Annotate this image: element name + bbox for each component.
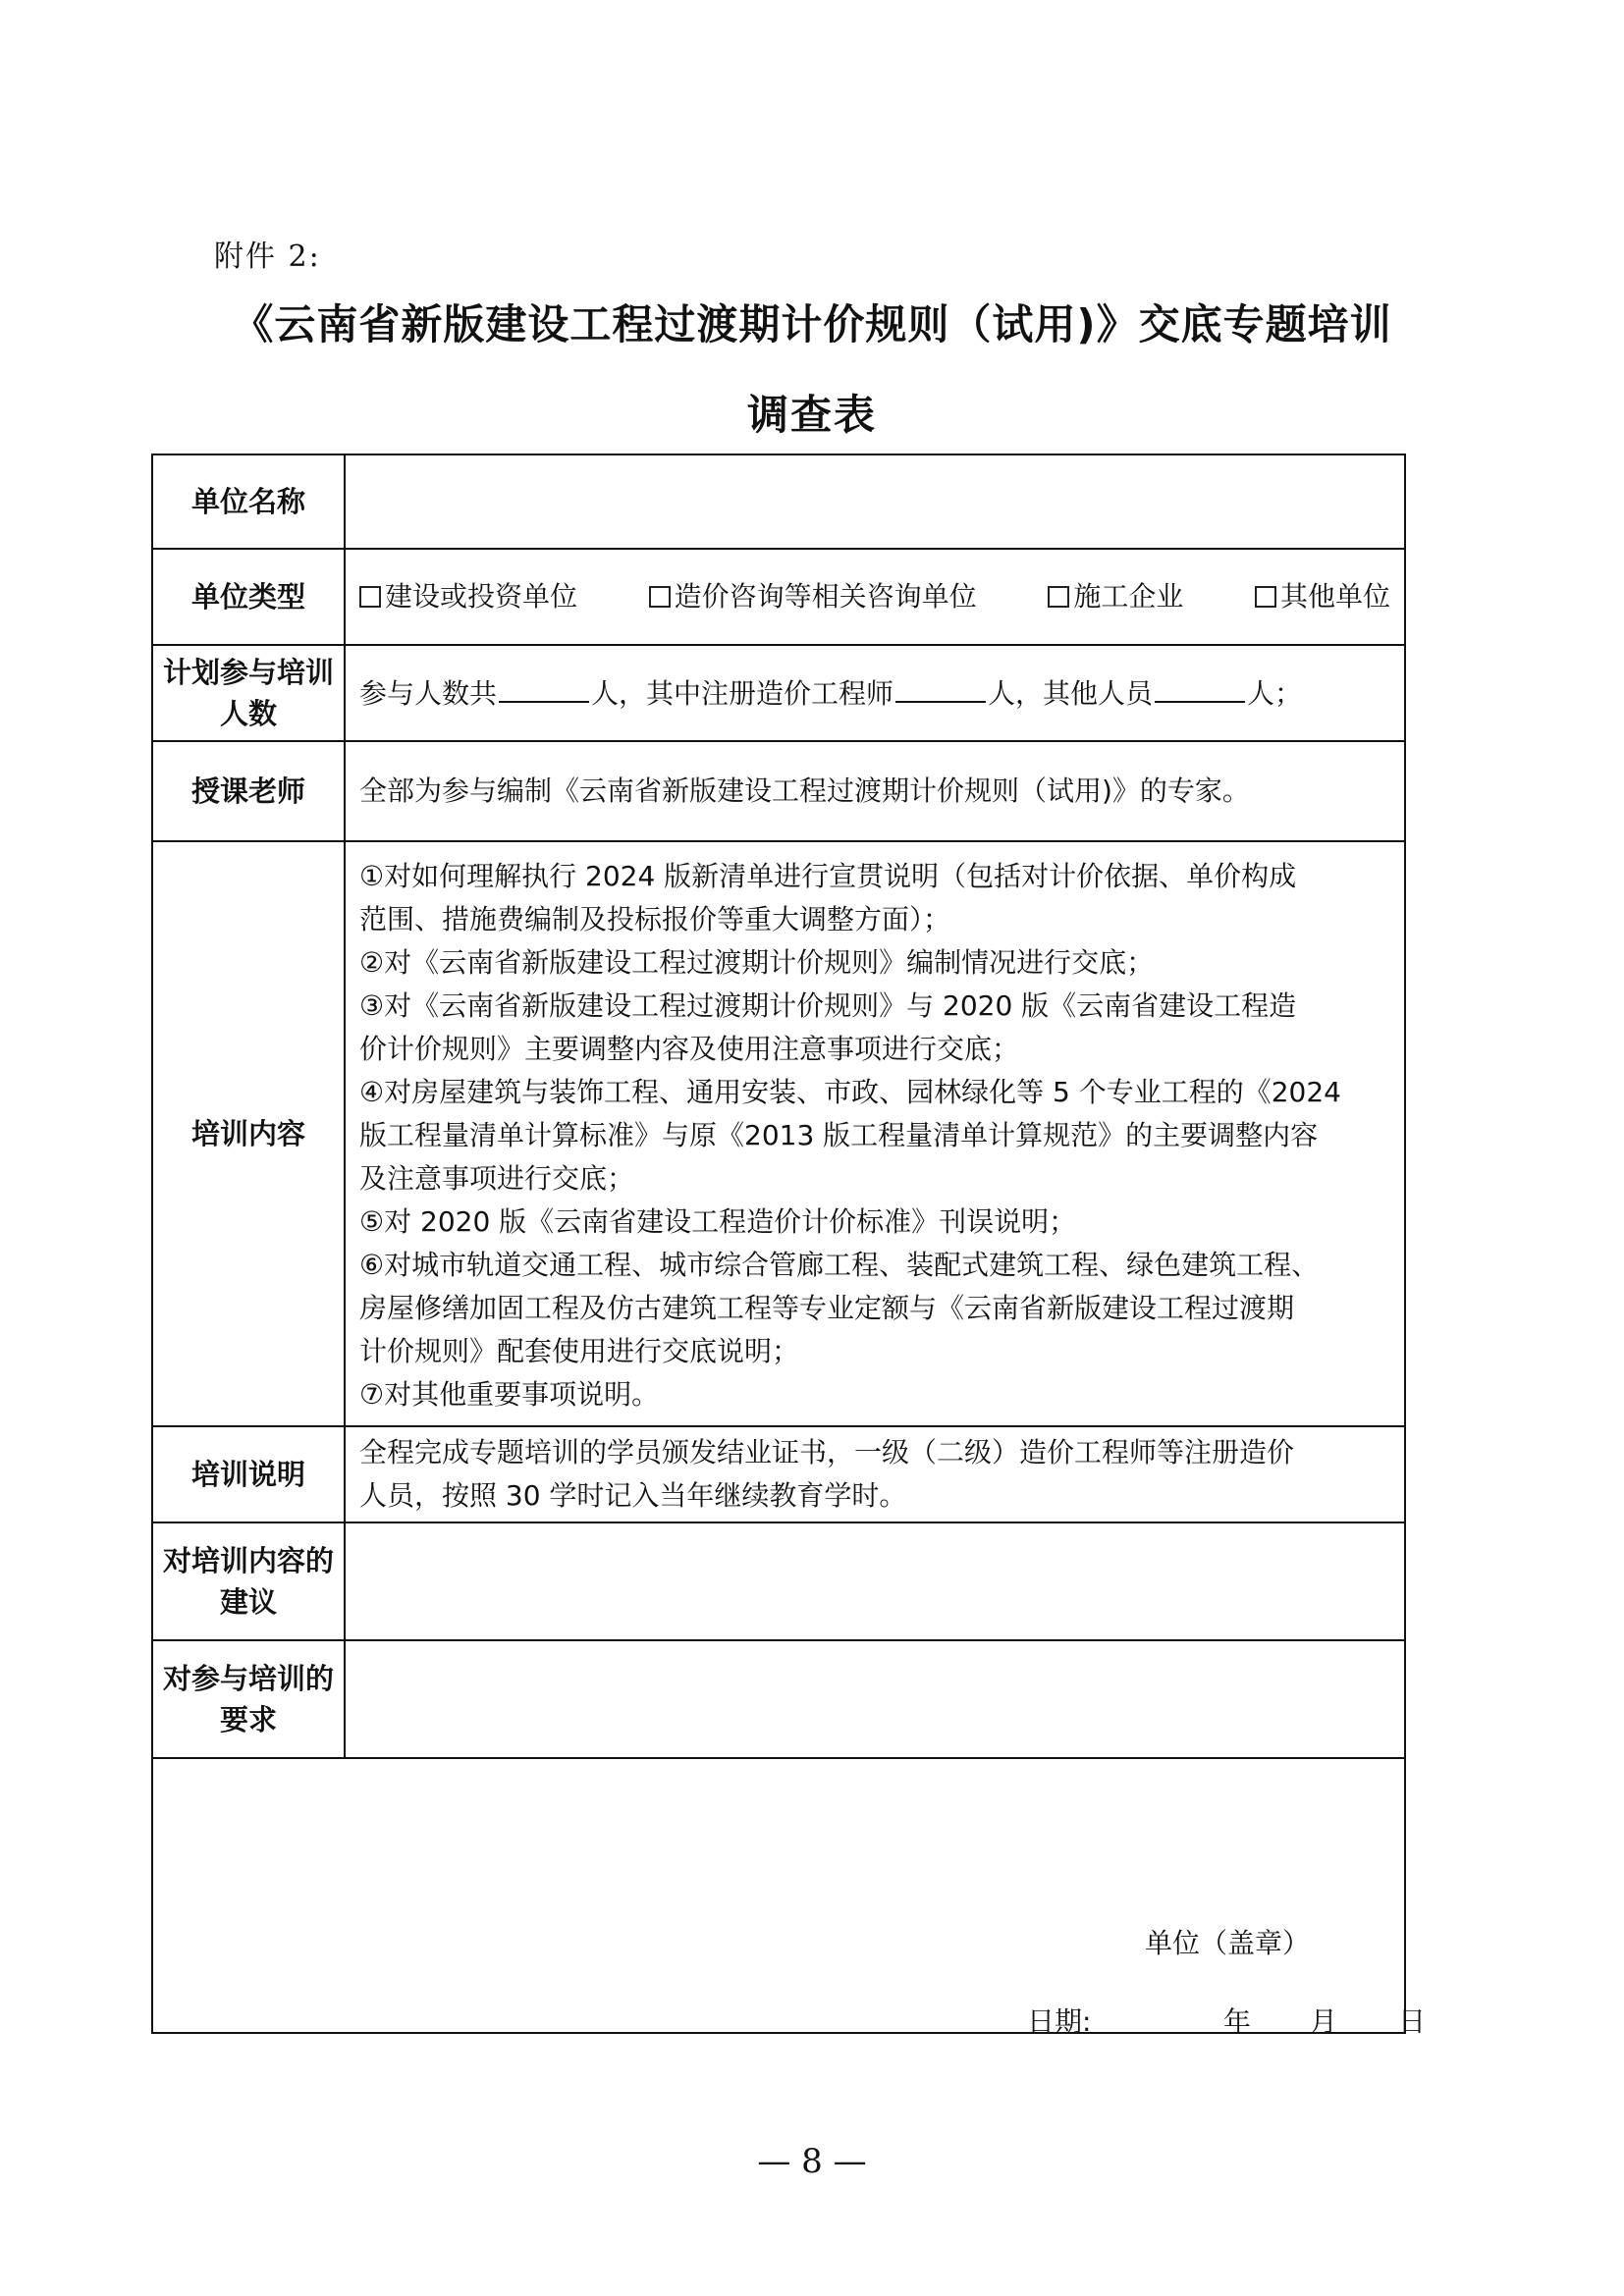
teacher-value: 全部为参与编制《云南省新版建设工程过渡期计价规则（试用)》的专家。	[345, 741, 1405, 841]
attachment-label: 附件 2:	[214, 240, 321, 274]
teacher-row	[152, 741, 1405, 841]
content-label: 培训内容	[152, 841, 345, 1426]
total-count-blank[interactable]	[499, 671, 589, 703]
document-subtitle: 调查表	[746, 391, 877, 439]
survey-form-table	[151, 454, 1427, 2038]
date-month-label: 月	[1310, 2005, 1338, 2038]
unit-name-row	[152, 454, 1405, 549]
content-line: ⑦对其他重要事项说明。	[359, 1378, 660, 1411]
unit-name-field[interactable]	[345, 454, 1405, 549]
date-label: 日期:	[1027, 2005, 1092, 2038]
plan-text-total: 参与人数共	[359, 676, 498, 710]
suggestion-row	[152, 1522, 1405, 1640]
unit-name-label: 单位名称	[152, 454, 345, 549]
training-note-row	[152, 1426, 1405, 1522]
unit-type-option-label: 建设或投资单位	[385, 580, 578, 613]
date-line	[1027, 2001, 1427, 2040]
unit-type-options	[345, 549, 1405, 645]
unit-type-option-contractor[interactable]	[1048, 575, 1183, 618]
requirement-field[interactable]	[345, 1640, 1405, 1758]
unit-type-option-label: 施工企业	[1073, 580, 1184, 613]
checkbox-icon[interactable]	[649, 586, 671, 608]
content-row	[152, 841, 1405, 1426]
content-line: 计价规则》配套使用进行交底说明；	[359, 1335, 800, 1367]
training-note-value	[345, 1426, 1405, 1522]
checkbox-icon[interactable]	[1255, 586, 1276, 608]
checkbox-icon[interactable]	[359, 586, 381, 608]
requirement-row	[152, 1640, 1405, 1758]
content-line: 价计价规则》主要调整内容及使用注意事项进行交底；	[359, 1033, 1020, 1065]
content-line: ③对《云南省新版建设工程过渡期计价规则》与 2020 版《云南省建设工程造	[359, 989, 1297, 1022]
date-day-label: 日	[1398, 2005, 1427, 2038]
suggestion-label: 对培训内容的建议	[152, 1522, 345, 1640]
content-line: 版工程量清单计算标准》与原《2013 版工程量清单计算规范》的主要调整内容	[359, 1119, 1319, 1151]
signature-row	[152, 1758, 1405, 2033]
date-year-label: 年	[1223, 2005, 1252, 2038]
note-line: 全程完成专题培训的学员颁发结业证书，一级（二级）造价工程师等注册造价	[359, 1436, 1295, 1468]
content-line: ⑥对城市轨道交通工程、城市综合管廊工程、装配式建筑工程、绿色建筑工程、	[359, 1249, 1320, 1281]
content-line: 及注意事项进行交底；	[359, 1162, 635, 1195]
plan-attendance-label: 计划参与培训人数	[152, 645, 345, 741]
document-title: 《云南省新版建设工程过渡期计价规则（试用)》交底专题培训	[232, 300, 1392, 348]
content-line: ⑤对 2020 版《云南省建设工程造价计价标准》刊误说明；	[359, 1205, 1077, 1238]
content-line: 房屋修缮加固工程及仿古建筑工程等专业定额与《云南省新版建设工程过渡期	[359, 1292, 1295, 1324]
training-note-label: 培训说明	[152, 1426, 345, 1522]
plan-attendance-value	[345, 645, 1405, 741]
note-line: 人员，按照 30 学时记入当年继续教育学时。	[359, 1479, 907, 1512]
content-line: ④对房屋建筑与装饰工程、通用安装、市政、园林绿化等 5 个专业工程的《2024	[359, 1076, 1341, 1108]
others-count-blank[interactable]	[1155, 671, 1245, 703]
unit-type-option-label: 其他单位	[1279, 580, 1390, 613]
suggestion-field[interactable]	[345, 1522, 1405, 1640]
checkbox-icon[interactable]	[1048, 586, 1069, 608]
unit-seal-label: 单位（盖章）	[1145, 1927, 1311, 1959]
content-line: ①对如何理解执行 2024 版新清单进行宣贯说明（包括对计价依据、单价构成	[359, 860, 1297, 892]
plan-text-others: 人，其他人员	[988, 676, 1154, 710]
teacher-label: 授课老师	[152, 741, 345, 841]
registered-count-blank[interactable]	[895, 671, 986, 703]
content-line: 范围、措施费编制及投标报价等重大调整方面）；	[359, 903, 951, 935]
plan-attendance-row	[152, 645, 1405, 741]
unit-type-option-construction[interactable]	[359, 575, 577, 618]
page-number: — 8 —	[757, 2142, 867, 2181]
signature-area[interactable]	[152, 1758, 1427, 2038]
unit-type-option-consulting[interactable]	[649, 575, 977, 618]
plan-text-registered: 人，其中注册造价工程师	[591, 676, 894, 710]
unit-type-option-other[interactable]	[1255, 575, 1390, 618]
unit-type-option-label: 造价咨询等相关咨询单位	[674, 580, 977, 613]
requirement-label: 对参与培训的要求	[152, 1640, 345, 1758]
unit-type-row	[152, 549, 1405, 645]
content-line: ②对《云南省新版建设工程过渡期计价规则》编制情况进行交底；	[359, 946, 1155, 979]
content-value	[345, 841, 1405, 1426]
plan-text-end: 人；	[1247, 676, 1303, 710]
unit-type-label: 单位类型	[152, 549, 345, 645]
